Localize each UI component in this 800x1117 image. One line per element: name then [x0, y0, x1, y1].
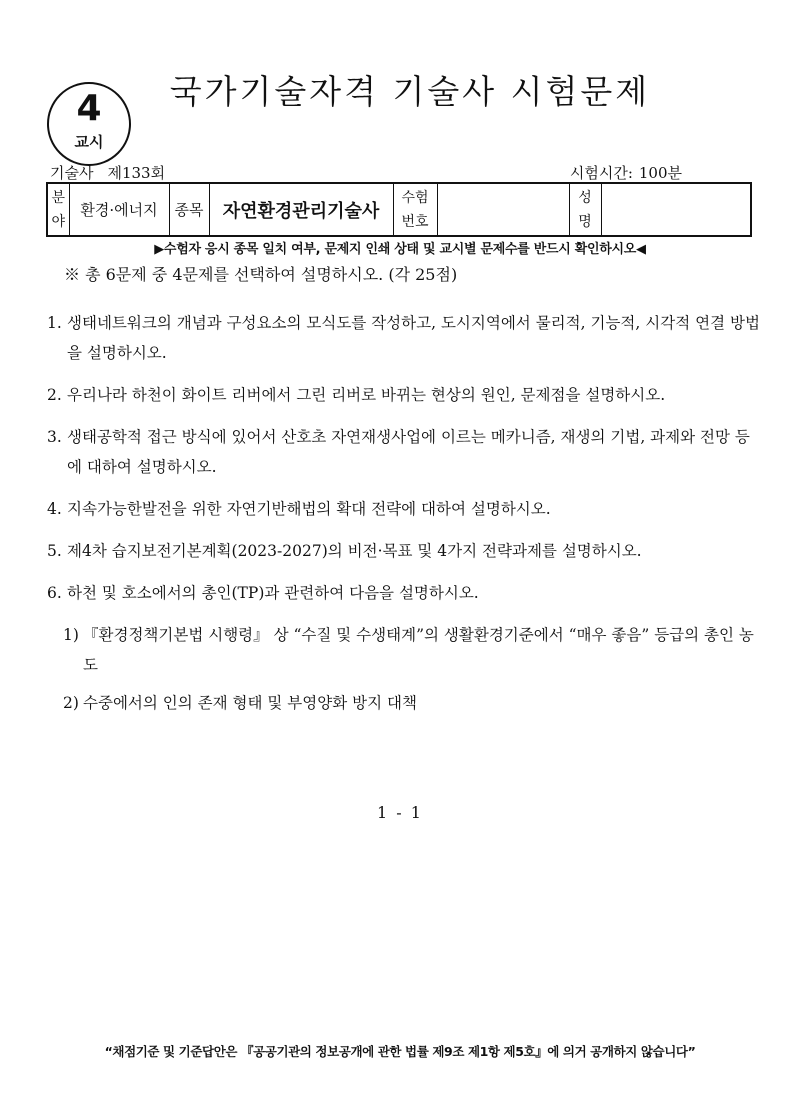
exam-time-value: 100분: [638, 164, 682, 182]
question-item: [47, 494, 762, 524]
question-text: 생태공학적 접근 방식에 있어서 산호초 자연재생사업에 이르는 메카니즘, 재생의 기법, 과제와 전망 등에 대하여 설명하시오.: [67, 428, 750, 476]
sub-question-number: 2): [63, 694, 79, 712]
question-item: [47, 422, 762, 482]
name-label: 성명: [569, 183, 601, 236]
sub-question-text: 『환경정책기본법 시행령』 상 “수질 및 수생태계”의 생활환경기준에서 “매우 좋음” 등급의 총인 농도: [83, 626, 754, 674]
exam-time-label: 시험시간:: [569, 164, 633, 182]
exam-round: 제133회: [107, 164, 166, 182]
question-item: [47, 308, 762, 368]
question-text: 제4차 습지보전기본계획(2023-2027)의 비전·목표 및 4가지 전략과제를 설명하시오.: [67, 542, 642, 560]
page-number: 1 - 1: [377, 803, 423, 822]
question-item: [47, 536, 762, 566]
item-label: 종목: [169, 183, 209, 236]
exam-category: 기술사: [50, 164, 94, 182]
session-badge: [47, 82, 131, 166]
field-label: 분야: [47, 183, 69, 236]
exam-meta: [50, 162, 165, 183]
sub-question-item: [63, 620, 762, 680]
exam-time: [570, 162, 682, 183]
footer-note: “채점기준 및 기준답안은 『공공기관의 정보공개에 관한 법률 제9조 제1항 제5호』에 의거 공개하지 않습니다”: [104, 1044, 696, 1059]
instruction: ※ 총 6문제 중 4문제를 선택하여 설명하시오. (각 25점): [64, 265, 458, 284]
sub-question-text: 수중에서의 인의 존재 형태 및 부영양화 방지 대책: [83, 694, 417, 712]
info-table: [46, 182, 752, 237]
question-number: 1.: [47, 314, 62, 332]
question-text: 하천 및 호소에서의 총인(TP)과 관련하여 다음을 설명하시오.: [67, 584, 479, 602]
question-item: [47, 380, 762, 410]
question-text: 생태네트워크의 개념과 구성요소의 모식도를 작성하고, 도시지역에서 물리적, 기능적, 시각적 연결 방법을 설명하시오.: [67, 314, 760, 362]
exam-number-label: 수험번호: [393, 183, 437, 236]
question-text: 지속가능한발전을 위한 자연기반해법의 확대 전략에 대하여 설명하시오.: [67, 500, 551, 518]
session-number: 4: [76, 88, 102, 129]
notice: ▶수험자 응시 종목 일치 여부, 문제지 인쇄 상태 및 교시별 문제수를 반드시 확인하시오◀: [154, 242, 646, 257]
question-number: 2.: [47, 386, 62, 404]
question-number: 4.: [47, 500, 62, 518]
question-number: 6.: [47, 584, 62, 602]
question-text: 우리나라 하천이 화이트 리버에서 그린 리버로 바뀌는 현상의 원인, 문제점을 설명하시오.: [67, 386, 666, 404]
field-value: 환경·에너지: [69, 183, 169, 236]
question-list: [47, 308, 762, 730]
page-title: 국가기술자격 기술사 시험문제: [169, 72, 651, 111]
question-number: 3.: [47, 428, 62, 446]
question-number: 5.: [47, 542, 62, 560]
exam-number-field[interactable]: [437, 183, 569, 236]
item-value: 자연환경관리기술사: [209, 183, 393, 236]
name-field[interactable]: [601, 183, 751, 236]
question-item: [47, 578, 762, 718]
sub-question-item: [63, 688, 762, 718]
session-label: 교시: [74, 133, 104, 151]
sub-question-list: [63, 620, 762, 718]
sub-question-number: 1): [63, 626, 79, 644]
